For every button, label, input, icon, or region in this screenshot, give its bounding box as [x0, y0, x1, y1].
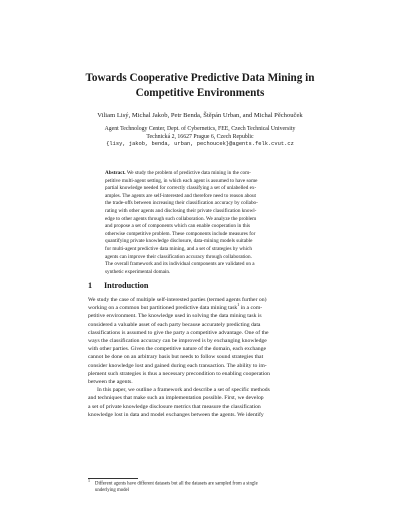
text-line: considered a valuable asset of each party because accurately predicting data: [88, 321, 261, 328]
affiliation-line: Agent Technology Center, Dept. of Cybernetics, FEE, Czech Technical University: [104, 126, 296, 132]
body-text: [88, 296, 316, 419]
section-heading: [88, 280, 148, 291]
affiliation-line: Technická 2, 16627 Prague 6, Czech Republic: [146, 133, 254, 140]
text-line: We study the case of multiple self-interested parties (termed agents further on): [88, 297, 267, 303]
section-number: 1: [88, 281, 93, 290]
paragraph: [88, 386, 316, 419]
abstract-line: rating with other agents and disclosing their private classification knowl-: [105, 207, 257, 214]
footnote-ref[interactable]: 1: [237, 302, 240, 308]
abstract-line: agents can improve their classification accuracy through collaboration.: [105, 253, 252, 260]
abstract-line: edge to other agents through such collaboration. We analyze the problem: [105, 215, 257, 222]
section-title: Introduction: [104, 281, 149, 290]
author-emails: {lisy, jakob, benda, urban, pechoucek}@agents.felk.cvut.cz: [106, 141, 294, 148]
affiliation: [70, 126, 330, 149]
text-line: and techniques that make such an implementation possible. First, we develop: [88, 395, 264, 402]
title-line: Towards Cooperative Predictive Data Mining in: [85, 72, 315, 84]
text-line: consider knowledge lost and gained during each transaction. The ability to im-: [88, 362, 267, 369]
text-line: between the agents.: [88, 379, 133, 386]
abstract-line: amples. The agents are self-interested and therefore need to reason about: [105, 192, 256, 199]
text-line: a set of private knowledge disclosure metrics that measure the classification: [88, 403, 261, 410]
abstract-line: synthetic experimental domain.: [105, 268, 171, 275]
author-list: Viliam Lisý, Michal Jakob, Petr Benda, Štěpán Urban, and Michal Pěchouček: [97, 112, 303, 119]
abstract: [105, 170, 295, 276]
text-line: petitive environment. The knowledge used in solving the data mining task is: [88, 313, 262, 320]
footnote-rule: [88, 478, 138, 479]
paragraph: [88, 296, 316, 386]
footnote-line: underlying model: [95, 488, 129, 494]
footnote-line: $^1$Different agents have different datasets but all the datasets are sampled from a single: [88, 478, 258, 487]
paper-title: [60, 71, 340, 101]
abstract-label: Abstract.: [105, 170, 126, 176]
title-line: Competitive Environments: [135, 87, 265, 99]
abstract-line: quantifying private knowledge disclosure, data-mining models suitable: [105, 238, 253, 245]
text-line: ways the classification accuracy can be improved is by exchanging knowledge: [88, 338, 267, 345]
text-line: working on a common but partitioned predictive data mining task$^1$ in a com-: [88, 302, 263, 312]
abstract-line: petitive multi-agent setting, in which each agent is assumed to have some: [105, 177, 258, 184]
text-line: classifications is assumed to give the party a competitive advantage. One of the: [88, 329, 269, 336]
text-line: In this paper, we outline a framework and describe a set of specific methods: [97, 387, 270, 394]
abstract-line: for multi-agent predictive data mining, and a set of strategies by which: [105, 245, 252, 252]
abstract-line: The overall framework and its individual components are validated on a: [105, 261, 255, 268]
text-line: knowledge lost in data and model exchanges between the agents. We identify: [88, 411, 264, 418]
text-line: cannot be done on an arbitrary basis but needs to follow sound strategies that: [88, 354, 264, 361]
abstract-line: Abstract. We study the problem of predictive data mining in the com-: [105, 170, 251, 176]
footnote: [88, 478, 316, 495]
text-line: with other parties. Given the competitive nature of the domain, each exchange: [88, 346, 266, 353]
abstract-line: the trade-offs between increasing their classification accuracy by collabo-: [105, 200, 258, 207]
abstract-line: otherwise competitive problem. These components include measures for: [105, 230, 256, 237]
abstract-line: and propose a set of components which can enable cooperation in this: [105, 223, 251, 230]
abstract-line: partial knowledge needed for correctly classifying a set of unlabelled ex-: [105, 185, 257, 192]
text-line: plement such strategies is thus a necessary precondition to enabling cooperation: [88, 370, 270, 377]
